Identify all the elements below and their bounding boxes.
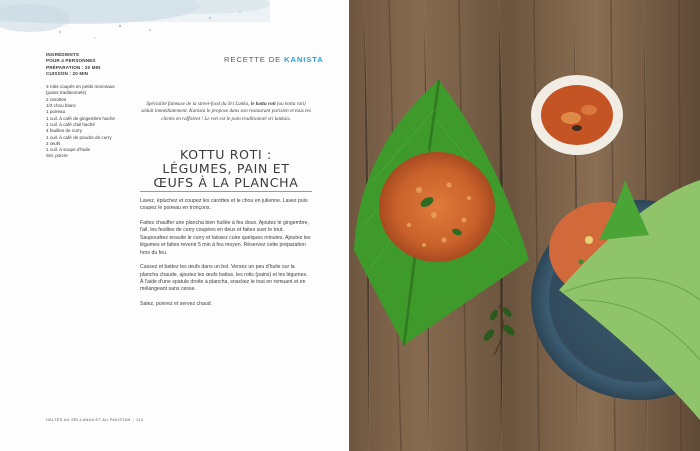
title-line: ŒUFS À LA PLANCHA [153,175,299,190]
page-number: 114 [135,418,144,422]
watercolor-splash [0,0,270,48]
page-footer [46,418,143,422]
intro-text-bold: le kottu roti [250,101,276,107]
food-photo [349,0,700,451]
footer-section: HALTES AU SRI-LANKA ET AU PAKISTAN [46,418,131,422]
recipe-title [140,148,312,190]
intro-text-1: Spécialité fameuse de la street-food du Sri Lanka, [146,101,251,107]
ingredient-item: 1 cuil. à café de gingembre haché [46,115,115,121]
recipe-intro [140,101,312,123]
title-divider [140,191,312,192]
intro-text-2: (ou kottu roti) séduit immédiatement. Kanista le propose dans son restaurant parisien et tous les clients en raffolent ! Le roti est le pain traditionnel sri lankais. [141,101,311,122]
recipe-page [0,0,349,451]
ingredient-item: 2 œufs [46,140,61,146]
recipe-author-label [224,55,324,64]
ingredient-item: Sel, poivre [46,153,68,159]
recipe-steps [140,198,312,316]
ingredient-item: 1 cuil. à café de poudre de curry [46,134,112,140]
prep-time: PRÉPARATION : 20 MIN [46,64,101,70]
ingredients-header [46,52,126,77]
ingredients-title: INGRÉDIENTS [46,52,80,57]
ingredient-item: 2 carottes [46,96,67,102]
title-line: LÉGUMES, PAIN ET [162,161,290,176]
title-line: KOTTU ROTI : [180,147,272,162]
cook-time: CUISSON : 20 MIN [46,70,89,76]
step-paragraph: Lavez, épluchez et coupez les carottes et le chou en julienne. Lavez puis coupez le poireau en tronçons. [140,198,308,212]
step-paragraph: Salez, poivrez et servez chaud. [140,301,213,308]
ingredient-list [46,84,126,160]
step-paragraph: Cassez et battez les œufs dans un bol. Versez un peu d'huile sur la plancha chaude, ajoutez les œufs battus, les rotis (pains) et les légumes. À l'aide d'une spatule droite à plancha, snackez le tout en remuant et en mélangeant sans cesse. [140,264,308,293]
servings: POUR 4 PERSONNES [46,58,96,64]
ingredient-item: 3 rotis coupés en petits morceaux [46,84,115,90]
ingredient-item: 1 poireau [46,109,66,115]
ingredient-item: (pains traditionnels) [46,90,87,96]
ingredients-block [46,52,126,160]
kottu-roti-photo-illustration [349,0,700,451]
ingredient-item: 1 cuil. à soupe d'huile [46,147,91,153]
footer-separator: | [132,418,134,422]
step-paragraph: Faites chauffer une plancha bien huilée à feu doux. Ajoutez le gingembre, l'ail, les feuilles de curry coupées en deux et faites suer le tout. Saupoudrez ensuite le curry et laissez cuire quelques minutes. Ajoutez les légumes et faites revenir 5 min à feu moyen. Réservez cette préparation hors du feu. [140,220,311,256]
ingredient-item: 1/2 chou blanc [46,103,76,109]
recipe-author-name: KANISTA [284,55,324,64]
recipe-label-prefix: RECETTE DE [224,55,285,64]
ingredient-item: 4 feuilles de curry [46,128,83,134]
ingredient-item: 1 cuil. à café d'ail haché [46,121,95,127]
